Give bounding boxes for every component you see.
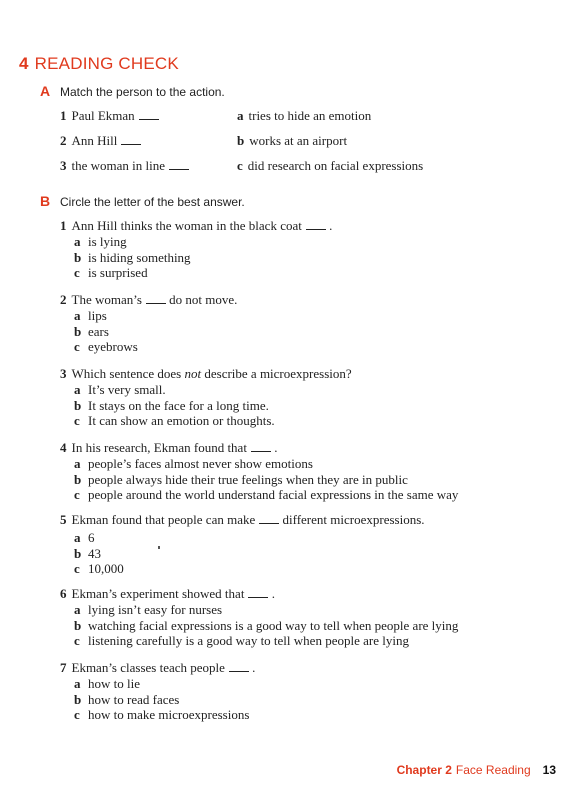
answer-option[interactable]: a lying isn’t easy for nurses xyxy=(74,602,223,617)
answer-blank[interactable] xyxy=(169,159,189,170)
answer-option[interactable]: c It can show an emotion or thoughts. xyxy=(74,413,275,429)
question-stem: 1 Ann Hill thinks the woman in the black coat . xyxy=(60,218,333,233)
match-left-item: 1 Paul Ekman xyxy=(60,108,159,124)
chapter-title: Face Reading xyxy=(455,763,531,777)
answer-blank[interactable] xyxy=(251,441,271,452)
answer-blank[interactable] xyxy=(306,219,326,230)
answer-option[interactable]: c 10,000 xyxy=(74,561,124,577)
question xyxy=(60,292,560,355)
answer-option[interactable]: b watching facial expressions is a good way to tell when people are lying xyxy=(74,617,459,633)
match-right-item: a tries to hide an emotion xyxy=(237,108,372,123)
section-number: 4 xyxy=(19,54,29,73)
question xyxy=(60,586,560,649)
section-title xyxy=(19,54,179,74)
answer-blank[interactable] xyxy=(229,661,249,672)
answer-option[interactable]: a is lying xyxy=(74,234,127,249)
answer-option[interactable]: b people always hide their true feelings when they are in public xyxy=(74,471,408,487)
answer-option[interactable]: c people around the world understand facial expressions in the same way xyxy=(74,487,459,503)
match-right-item: c did research on facial expressions xyxy=(237,158,424,173)
page-number: 13 xyxy=(542,763,556,777)
part-b-instruction: Circle the letter of the best answer. xyxy=(60,195,245,209)
answer-option[interactable]: c listening carefully is a good way to tell when people are lying xyxy=(74,633,409,649)
question xyxy=(60,512,560,577)
part-a-instruction: Match the person to the action. xyxy=(60,85,225,99)
part-b-letter: B xyxy=(40,193,51,209)
match-left-item: 3 the woman in line xyxy=(60,158,189,174)
question-stem: 7 Ekman’s classes teach people . xyxy=(60,660,256,675)
answer-option[interactable]: a lips xyxy=(74,308,107,323)
answer-option[interactable]: b is hiding something xyxy=(74,249,191,265)
question xyxy=(60,660,560,723)
answer-option[interactable]: c eyebrows xyxy=(74,339,138,355)
answer-blank[interactable] xyxy=(146,293,166,304)
part-a-letter: A xyxy=(40,83,51,99)
question-stem: 2 The woman’s do not move. xyxy=(60,292,238,307)
question-stem: 5 Ekman found that people can make different microexpressions. xyxy=(60,512,425,527)
answer-option[interactable]: b It stays on the face for a long time. xyxy=(74,397,269,413)
page-footer xyxy=(397,763,556,777)
answer-blank[interactable] xyxy=(248,587,268,598)
answer-option[interactable]: c how to make microexpressions xyxy=(74,707,250,723)
question xyxy=(60,440,560,503)
stray-mark xyxy=(158,546,160,549)
answer-option[interactable]: a people’s faces almost never show emotions xyxy=(74,456,313,471)
answer-option[interactable]: a how to lie xyxy=(74,676,140,691)
section-title-text: READING CHECK xyxy=(34,54,179,73)
match-left-item: 2 Ann Hill xyxy=(60,133,141,149)
answer-blank[interactable] xyxy=(259,513,279,524)
question-stem: 6 Ekman’s experiment showed that . xyxy=(60,586,275,601)
answer-option[interactable]: c is surprised xyxy=(74,265,148,281)
answer-blank[interactable] xyxy=(121,134,141,145)
answer-option[interactable]: b 43 xyxy=(74,545,101,561)
answer-option[interactable]: a It’s very small. xyxy=(74,382,166,397)
question-stem: 3 Which sentence does not describe a microexpression? xyxy=(60,366,352,381)
question xyxy=(60,218,560,281)
answer-option[interactable]: a 6 xyxy=(74,530,95,545)
match-right-item: b works at an airport xyxy=(237,133,348,148)
answer-option[interactable]: b how to read faces xyxy=(74,691,180,707)
answer-option[interactable]: b ears xyxy=(74,323,109,339)
answer-blank[interactable] xyxy=(139,109,159,120)
question xyxy=(60,366,560,429)
question-stem: 4 In his research, Ekman found that . xyxy=(60,440,278,455)
chapter-label: Chapter 2 xyxy=(396,763,452,777)
